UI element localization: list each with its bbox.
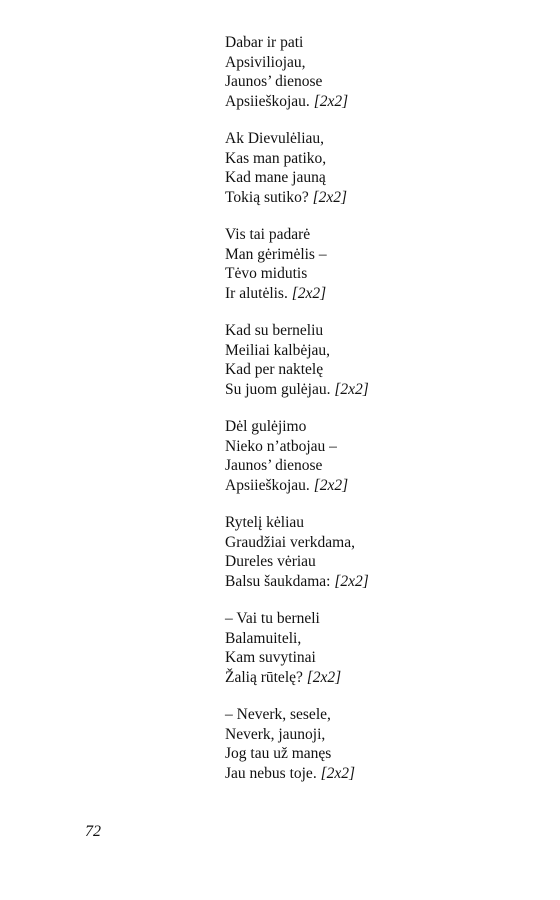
verse-line: Kad su berneliu: [225, 322, 324, 339]
stanza: [225, 417, 369, 495]
verse-line-last: [225, 380, 369, 400]
stanza: [225, 705, 369, 783]
verse-line: Neverk, jaunoji,: [225, 725, 326, 743]
page-number: 72: [85, 823, 101, 840]
verse-line-last: [225, 572, 369, 592]
verse-line-last: [225, 764, 369, 784]
verse-line: Apsiviliojau,: [225, 53, 306, 71]
verse-line: Rytelį kėliau: [225, 514, 305, 531]
verse-line: Dėl gulėjimo: [225, 418, 307, 435]
verse-line: Dabar ir pati: [225, 34, 304, 51]
verse-line: – Neverk, sesele,: [225, 706, 331, 723]
repeat-marker: [2x2]: [334, 572, 369, 590]
poem: [225, 33, 369, 801]
verse-text: Ir alutėlis.: [225, 284, 288, 302]
verse-line: Kad per naktelę: [225, 361, 324, 378]
verse-line: Nieko n’atbojau –: [225, 437, 337, 455]
repeat-marker: [2x2]: [334, 380, 369, 398]
stanza: [225, 321, 369, 399]
verse-line: Man gėrimėlis –: [225, 245, 327, 263]
verse-line-last: [225, 284, 369, 304]
verse-line: Balamuiteli,: [225, 629, 302, 647]
verse-line: Graudžiai verkdama,: [225, 533, 355, 551]
verse-line: Tėvo midutis: [225, 265, 308, 282]
stanza: [225, 129, 369, 207]
repeat-marker: [2x2]: [313, 92, 349, 110]
verse-text: Jau nebus toje.: [225, 764, 317, 782]
stanza: [225, 33, 369, 111]
repeat-marker: [2x2]: [306, 668, 342, 686]
verse-line: – Vai tu berneli: [225, 610, 320, 627]
verse-line: Jaunos’ dienose: [225, 457, 323, 474]
verse-line-last: [225, 92, 369, 112]
verse-text: Balsu šaukdama:: [225, 572, 331, 590]
repeat-marker: [2x2]: [291, 284, 327, 302]
verse-text: Apsiieškojau.: [225, 476, 310, 494]
verse-line: Meiliai kalbėjau,: [225, 341, 331, 359]
verse-line: Dureles vėriau: [225, 553, 316, 570]
verse-line-last: [225, 188, 369, 208]
verse-line: Ak Dievulėliau,: [225, 130, 325, 147]
repeat-marker: [2x2]: [313, 476, 349, 494]
verse-line-last: [225, 476, 369, 496]
stanza: [225, 609, 369, 687]
stanza: [225, 225, 369, 303]
verse-text: Apsiieškojau.: [225, 92, 310, 110]
verse-text: Tokią sutiko?: [225, 188, 309, 206]
repeat-marker: [2x2]: [312, 188, 348, 206]
verse-line: Kam suvytinai: [225, 649, 316, 666]
verse-line: Jog tau už manęs: [225, 745, 332, 762]
repeat-marker: [2x2]: [320, 764, 356, 782]
verse-text: Žalią rūtelę?: [225, 668, 303, 686]
verse-line: Vis tai padarė: [225, 226, 311, 243]
verse-line: Kad mane jauną: [225, 169, 326, 186]
verse-line: Kas man patiko,: [225, 149, 327, 167]
verse-line-last: [225, 668, 369, 688]
verse-line: Jaunos’ dienose: [225, 73, 323, 90]
stanza: [225, 513, 369, 591]
verse-text: Su juom gulėjau.: [225, 380, 331, 398]
